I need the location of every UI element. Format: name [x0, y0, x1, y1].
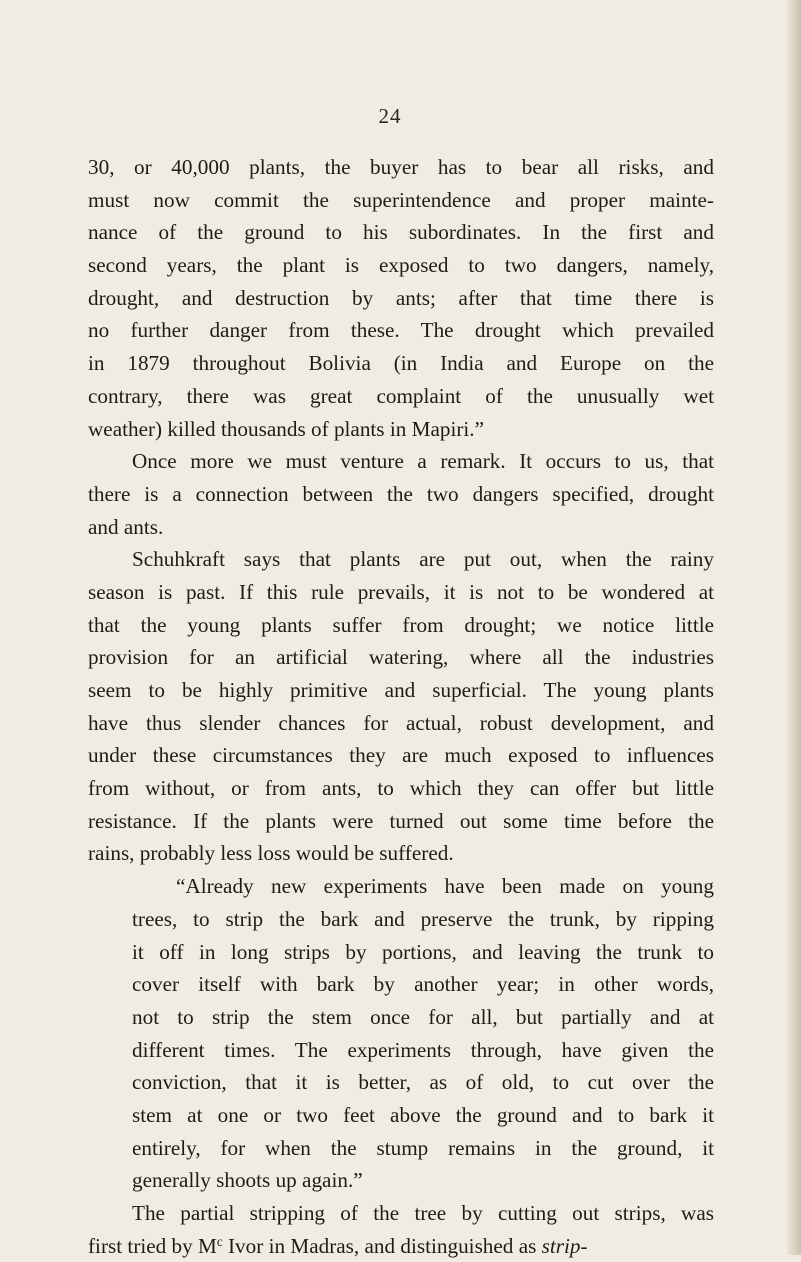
text-fragment: first tried by M — [88, 1233, 217, 1258]
text-line: provision for an artificial watering, where all the industries — [88, 645, 714, 670]
text-line: The partial stripping of the tree by cutting out strips, was — [132, 1201, 714, 1225]
text-line: conviction, that it is better, as of old, to cut over the — [132, 1070, 714, 1095]
text-line: no further danger from these. The drought which prevailed — [88, 318, 714, 343]
text-line: not to strip the stem once for all, but partially and at — [132, 1004, 714, 1029]
text-line: it off in long strips by portions, and leaving the trunk to — [132, 939, 714, 964]
text-line: drought, and destruction by ants; after that time there is — [88, 285, 714, 310]
text-line: contrary, there was great complaint of the unusually wet — [88, 383, 714, 408]
text-line: 30, or 40,000 plants, the buyer has to bear all risks, and — [88, 155, 714, 179]
text-line: have thus slender chances for actual, robust development, and — [88, 710, 714, 735]
text-line: entirely, for when the stump remains in the ground, it — [132, 1135, 714, 1160]
paragraph-5 — [88, 1197, 714, 1262]
text-line: different times. The experiments through, have given the — [132, 1037, 714, 1062]
italic-word: strip- — [541, 1233, 588, 1258]
text-line: Once more we must venture a remark. It occurs to us, that — [132, 449, 714, 474]
text-line: rains, probably less loss would be suffered. — [88, 841, 454, 866]
text-line: and ants. — [88, 514, 164, 539]
text-line: second years, the plant is exposed to two dangers, namely, — [88, 253, 714, 278]
paragraph-2 — [88, 445, 714, 543]
body-text — [88, 151, 714, 1262]
text-line: cover itself with bark by another year; in other words, — [132, 972, 714, 997]
text-line-last — [88, 1230, 714, 1262]
text-line: Schuhkraft says that plants are put out, when the rainy — [132, 547, 714, 572]
page-edge-shadow — [787, 0, 801, 1255]
text-line: weather) killed thousands of plants in Mapiri.” — [88, 416, 484, 441]
text-line: nance of the ground to his subordinates. In the first and — [88, 220, 714, 245]
paragraph-1 — [88, 151, 714, 445]
page-number: 24 — [378, 104, 402, 128]
text-line: trees, to strip the bark and preserve the trunk, by ripping — [132, 906, 714, 931]
superscript-c: c — [216, 1233, 223, 1249]
paragraph-3 — [88, 543, 714, 870]
text-line: stem at one or two feet above the ground and to bark it — [132, 1102, 714, 1127]
text-line: generally shoots up again.” — [132, 1168, 363, 1193]
text-line: season is past. If this rule prevails, it is not to be wondered at — [88, 579, 714, 604]
text-fragment: Ivor in Madras, and distinguished as — [222, 1233, 542, 1258]
paragraph-4-quotation — [88, 870, 714, 1197]
text-line: must now commit the superintendence and proper mainte- — [88, 187, 714, 212]
text-line: “Already new experiments have been made on young — [176, 874, 714, 899]
text-line: from without, or from ants, to which they can offer but little — [88, 776, 714, 801]
text-line: in 1879 throughout Bolivia (in India and Europe on the — [88, 351, 714, 376]
text-line: resistance. If the plants were turned out some time before the — [88, 808, 714, 833]
text-line: there is a connection between the two dangers specified, drought — [88, 481, 714, 506]
text-line: seem to be highly primitive and superficial. The young plants — [88, 678, 714, 702]
text-line: that the young plants suffer from drought; we notice little — [88, 612, 714, 637]
text-line: under these circumstances they are much exposed to influences — [88, 743, 714, 768]
